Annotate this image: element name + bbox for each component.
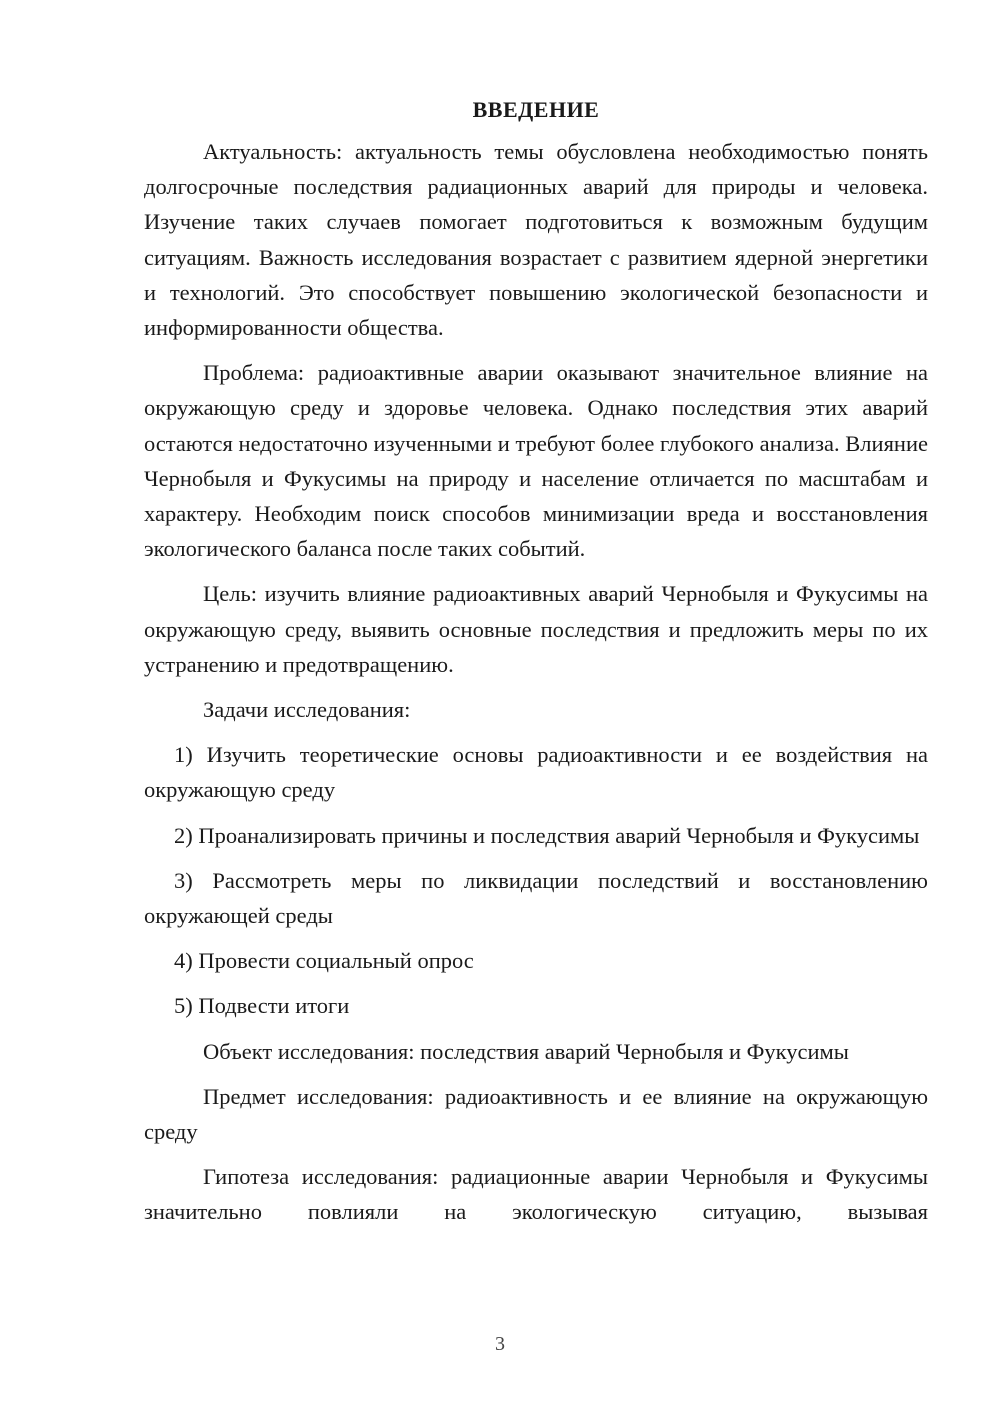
task-item-3: 3) Рассмотреть меры по ликвидации последствий и восстановлению окружающей среды (144, 867, 928, 929)
object-paragraph: Объект исследования: последствия аварий Чернобыля и Фукусимы (203, 1038, 849, 1064)
subject-paragraph: Предмет исследования: радиоактивность и ее влияние на окружающую среду (144, 1083, 928, 1145)
goal-paragraph: Цель: изучить влияние радиоактивных аварий Чернобыля и Фукусимы на окружающую среду, выявить основные последствия и предложить меры по их устранению и предотвращению. (144, 581, 928, 677)
tasks-heading: Задачи исследования: (203, 697, 411, 723)
relevance-paragraph: Актуальность: актуальность темы обусловлена необходимостью понять долгосрочные последствия радиационных аварий для природы и человека. Изучение таких случаев помогает подготовиться к возможным будущим ситуациям. Важность исследования возрастает с развитием ядерной энергетики и технологий. Это способствует повышению экологической безопасности и информированности общества. (144, 139, 928, 341)
document-page (144, 94, 928, 1230)
section-heading: ВВЕДЕНИЕ (472, 97, 600, 122)
hypothesis-paragraph: Гипотеза исследования: радиационные аварии Чернобыля и Фукусимы значительно повлияли на экологическую ситуацию, вызывая (144, 1164, 928, 1225)
task-item-1: 1) Изучить теоретические основы радиоактивности и ее воздействия на окружающую среду (144, 742, 928, 803)
task-item-2: 2) Проанализировать причины и последствия аварий Чернобыля и Фукусимы (174, 822, 920, 848)
problem-paragraph: Проблема: радиоактивные аварии оказывают значительное влияние на окружающую среду и здоровье человека. Однако последствия этих аварий остаются недостаточно изученными и требуют более глубокого анализа. Влияние Чернобыля и Фукусимы на природу и население отличается по масштабам и характеру. Необходим поиск способов минимизации вреда и восстановления экологического баланса после таких событий. (144, 360, 928, 562)
page-number: 3 (495, 1333, 505, 1355)
task-item-5: 5) Подвести итоги (174, 993, 350, 1019)
task-item-4: 4) Провести социальный опрос (174, 948, 474, 974)
